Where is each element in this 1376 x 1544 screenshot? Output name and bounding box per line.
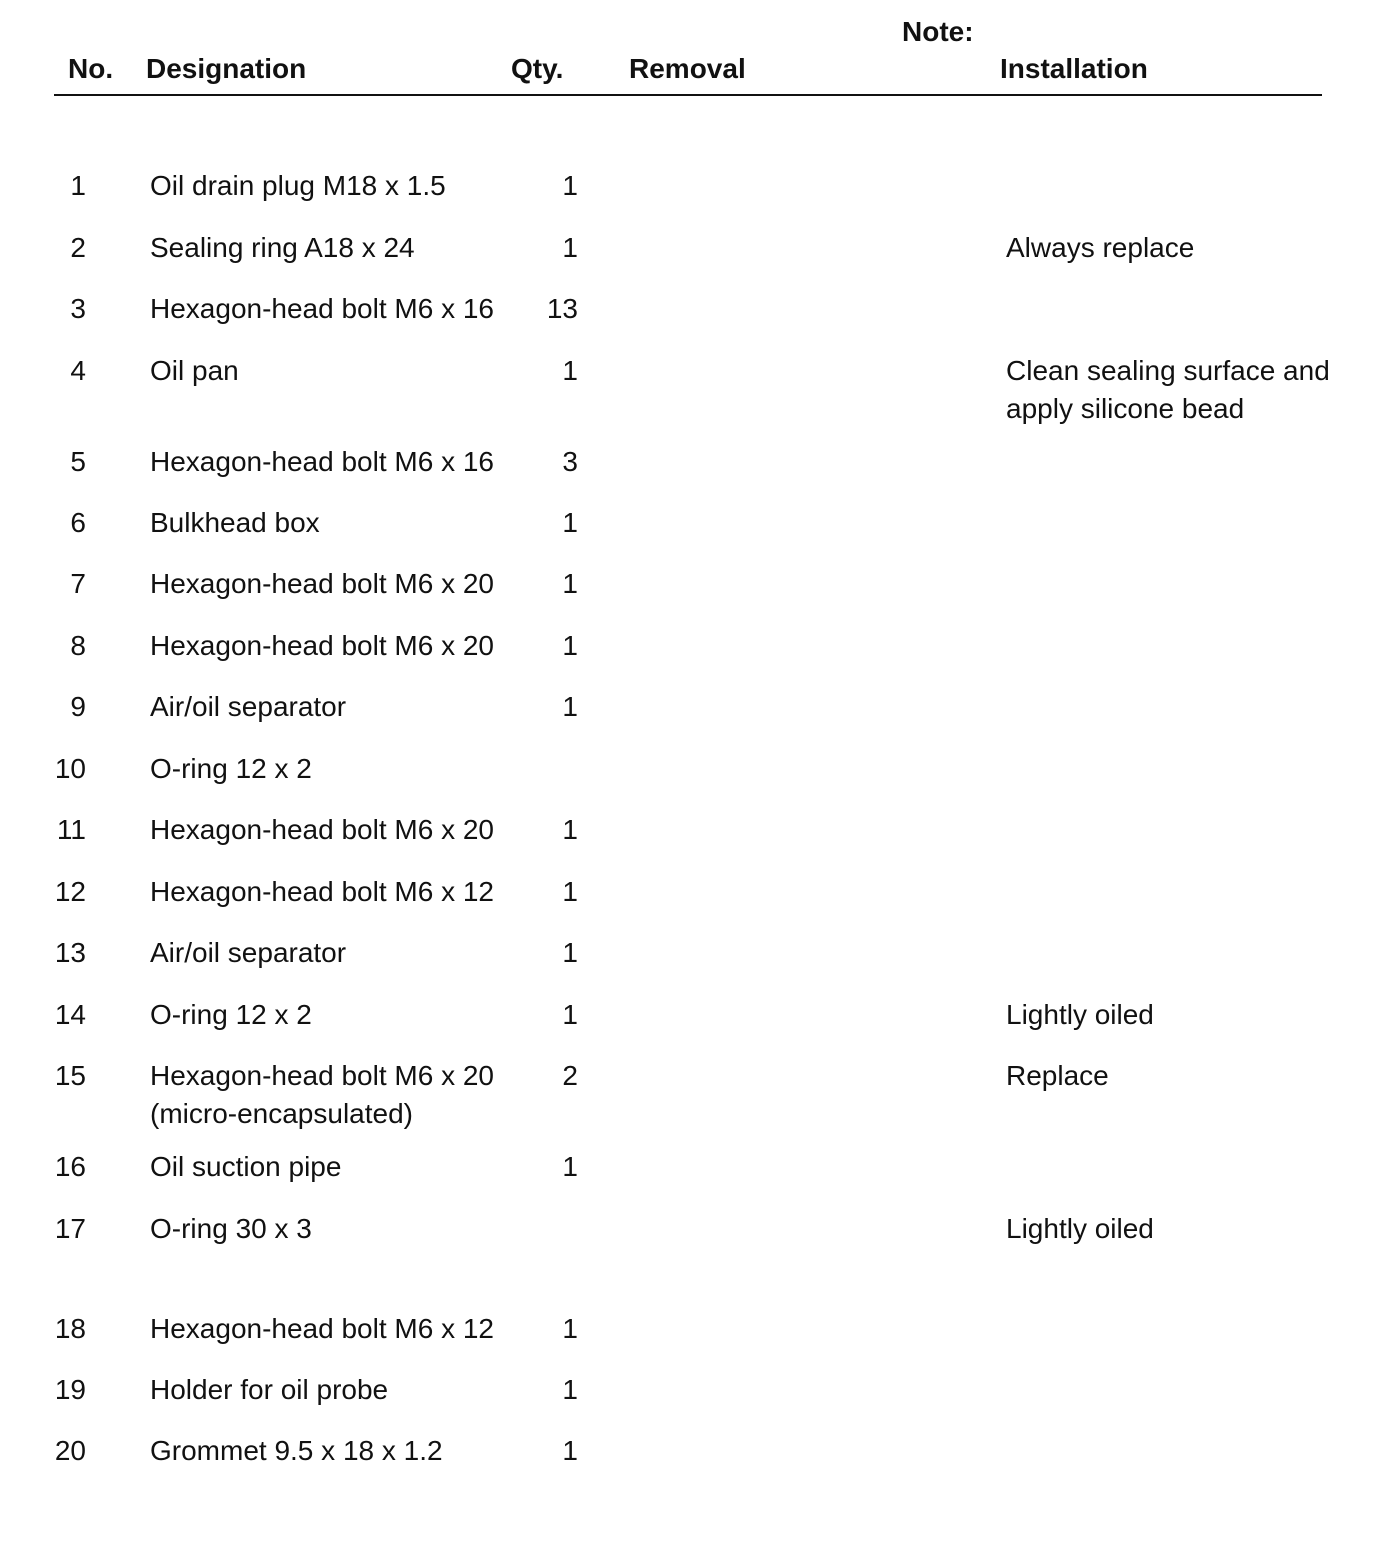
installation-line: Clean sealing surface and bbox=[1006, 355, 1330, 386]
item-number: 20 bbox=[54, 1435, 86, 1466]
item-designation bbox=[150, 229, 510, 267]
item-number: 1 bbox=[70, 170, 86, 201]
designation-line: Hexagon-head bolt M6 x 12 bbox=[150, 1313, 494, 1344]
item-quantity: 1 bbox=[562, 876, 578, 907]
item-number: 4 bbox=[70, 355, 86, 386]
installation-line: Lightly oiled bbox=[1006, 999, 1154, 1030]
item-number: 2 bbox=[70, 232, 86, 263]
column-header-no: No. bbox=[68, 53, 114, 84]
item-installation-note bbox=[1006, 229, 1346, 267]
designation-line: Bulkhead box bbox=[150, 507, 320, 538]
item-designation bbox=[150, 1148, 510, 1186]
item-number: 6 bbox=[70, 507, 86, 538]
item-number: 10 bbox=[54, 753, 86, 784]
item-quantity: 1 bbox=[562, 937, 578, 968]
item-quantity: 2 bbox=[562, 1060, 578, 1091]
item-number: 9 bbox=[70, 691, 86, 722]
item-designation bbox=[150, 1210, 510, 1248]
designation-line: Hexagon-head bolt M6 x 20 bbox=[150, 568, 494, 599]
item-installation-note bbox=[1006, 1057, 1346, 1095]
item-quantity: 13 bbox=[546, 293, 578, 324]
table-header bbox=[0, 0, 1376, 100]
item-number: 12 bbox=[54, 876, 86, 907]
header-divider bbox=[54, 94, 1322, 96]
designation-line: Hexagon-head bolt M6 x 20 bbox=[150, 814, 494, 845]
item-quantity: 1 bbox=[562, 232, 578, 263]
item-quantity: 1 bbox=[562, 507, 578, 538]
item-number: 17 bbox=[54, 1213, 86, 1244]
designation-line: Oil drain plug M18 x 1.5 bbox=[150, 170, 446, 201]
designation-line: Hexagon-head bolt M6 x 12 bbox=[150, 876, 494, 907]
item-designation bbox=[150, 1310, 510, 1348]
item-designation bbox=[150, 565, 510, 603]
item-installation-note bbox=[1006, 1210, 1346, 1248]
item-number: 5 bbox=[70, 446, 86, 477]
item-number: 13 bbox=[54, 937, 86, 968]
designation-line: Sealing ring A18 x 24 bbox=[150, 232, 415, 263]
item-number: 16 bbox=[54, 1151, 86, 1182]
item-designation bbox=[150, 1057, 510, 1133]
item-designation bbox=[150, 504, 510, 542]
item-designation bbox=[150, 934, 510, 972]
designation-line: Air/oil separator bbox=[150, 691, 347, 722]
item-designation bbox=[150, 811, 510, 849]
item-quantity: 1 bbox=[562, 170, 578, 201]
item-number: 3 bbox=[70, 293, 86, 324]
designation-line: Oil pan bbox=[150, 355, 239, 386]
item-installation-note bbox=[1006, 352, 1346, 428]
item-quantity: 1 bbox=[562, 1151, 578, 1182]
item-quantity: 1 bbox=[562, 568, 578, 599]
item-quantity: 1 bbox=[562, 814, 578, 845]
designation-line: O-ring 12 x 2 bbox=[150, 999, 312, 1030]
installation-line: apply silicone bead bbox=[1006, 393, 1245, 424]
column-header-qty: Qty. bbox=[511, 53, 564, 84]
item-installation-note bbox=[1006, 996, 1346, 1034]
item-designation bbox=[150, 750, 510, 788]
item-designation bbox=[150, 873, 510, 911]
item-designation bbox=[150, 443, 510, 481]
designation-line: Grommet 9.5 x 18 x 1.2 bbox=[150, 1435, 443, 1466]
item-quantity: 1 bbox=[562, 355, 578, 386]
item-number: 7 bbox=[70, 568, 86, 599]
designation-line: Hexagon-head bolt M6 x 16 bbox=[150, 293, 494, 324]
item-number: 18 bbox=[54, 1313, 86, 1344]
installation-line: Always replace bbox=[1006, 232, 1195, 263]
column-header-installation: Installation bbox=[1000, 53, 1148, 84]
item-quantity: 3 bbox=[562, 446, 578, 477]
item-number: 11 bbox=[56, 814, 86, 845]
item-designation bbox=[150, 290, 510, 328]
designation-line: (micro-encapsulated) bbox=[150, 1098, 413, 1129]
designation-line: Air/oil separator bbox=[150, 937, 347, 968]
item-quantity: 1 bbox=[562, 1374, 578, 1405]
designation-line: Oil suction pipe bbox=[150, 1151, 342, 1182]
designation-line: O-ring 30 x 3 bbox=[150, 1213, 312, 1244]
item-designation bbox=[150, 996, 510, 1034]
installation-line: Replace bbox=[1006, 1060, 1109, 1091]
column-header-designation: Designation bbox=[146, 53, 307, 84]
designation-line: Holder for oil probe bbox=[150, 1374, 389, 1405]
designation-line: Hexagon-head bolt M6 x 20 bbox=[150, 1060, 494, 1091]
item-designation bbox=[150, 1371, 510, 1409]
item-number: 8 bbox=[70, 630, 86, 661]
item-quantity: 1 bbox=[562, 691, 578, 722]
item-quantity: 1 bbox=[562, 1435, 578, 1466]
column-header-removal: Removal bbox=[629, 53, 746, 84]
designation-line: Hexagon-head bolt M6 x 16 bbox=[150, 446, 494, 477]
item-designation bbox=[150, 1432, 510, 1470]
item-quantity: 1 bbox=[562, 1313, 578, 1344]
item-number: 15 bbox=[54, 1060, 86, 1091]
item-designation bbox=[150, 352, 510, 390]
item-quantity: 1 bbox=[562, 630, 578, 661]
designation-line: O-ring 12 x 2 bbox=[150, 753, 312, 784]
item-number: 14 bbox=[54, 999, 86, 1030]
item-number: 19 bbox=[54, 1374, 86, 1405]
item-quantity: 1 bbox=[562, 999, 578, 1030]
note-heading: Note: bbox=[902, 16, 974, 47]
installation-line: Lightly oiled bbox=[1006, 1213, 1154, 1244]
item-designation bbox=[150, 627, 510, 665]
item-designation bbox=[150, 688, 510, 726]
designation-line: Hexagon-head bolt M6 x 20 bbox=[150, 630, 494, 661]
item-designation bbox=[150, 167, 510, 205]
